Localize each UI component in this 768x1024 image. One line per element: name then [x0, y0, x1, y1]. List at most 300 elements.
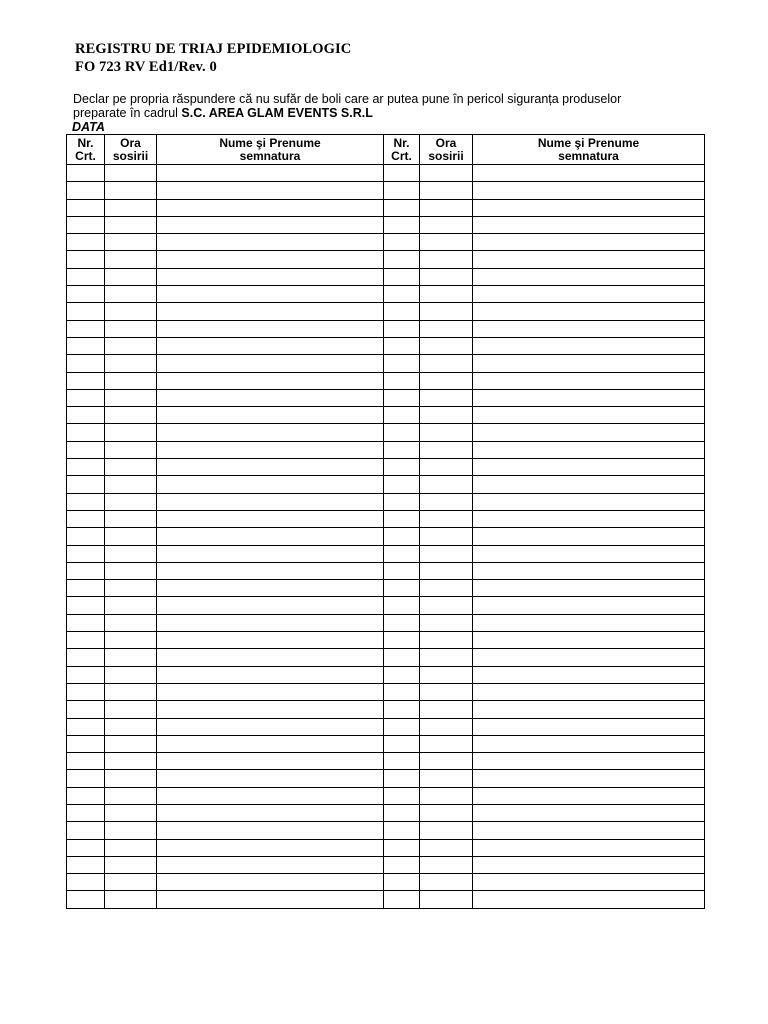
table-cell	[473, 182, 705, 199]
company-name: S.C. AREA GLAM EVENTS S.R.L	[181, 106, 373, 120]
table-row	[67, 459, 705, 476]
table-cell	[384, 407, 420, 424]
table-cell	[384, 891, 420, 908]
table-cell	[420, 839, 473, 856]
table-cell	[384, 545, 420, 562]
table-cell	[67, 303, 105, 320]
table-row	[67, 614, 705, 631]
table-cell	[157, 234, 384, 251]
table-row	[67, 787, 705, 804]
table-cell	[67, 822, 105, 839]
table-cell	[420, 407, 473, 424]
table-cell	[473, 822, 705, 839]
table-cell	[157, 251, 384, 268]
table-cell	[473, 614, 705, 631]
table-cell	[420, 251, 473, 268]
table-cell	[473, 407, 705, 424]
table-row	[67, 165, 705, 182]
table-cell	[420, 718, 473, 735]
table-cell	[420, 666, 473, 683]
table-cell	[473, 459, 705, 476]
table-cell	[67, 355, 105, 372]
table-cell	[157, 199, 384, 216]
table-cell	[105, 528, 157, 545]
table-cell	[105, 891, 157, 908]
table-cell	[157, 770, 384, 787]
table-cell	[384, 337, 420, 354]
table-cell	[384, 770, 420, 787]
table-cell	[384, 372, 420, 389]
table-cell	[67, 389, 105, 406]
table-cell	[384, 580, 420, 597]
table-cell	[67, 165, 105, 182]
table-cell	[157, 718, 384, 735]
table-cell	[157, 286, 384, 303]
table-cell	[67, 753, 105, 770]
table-cell	[420, 372, 473, 389]
table-cell	[105, 407, 157, 424]
table-cell	[473, 753, 705, 770]
table-cell	[473, 770, 705, 787]
table-cell	[105, 787, 157, 804]
table-cell	[67, 580, 105, 597]
table-row	[67, 683, 705, 700]
table-cell	[105, 372, 157, 389]
table-cell	[157, 303, 384, 320]
table-cell	[384, 251, 420, 268]
table-row	[67, 804, 705, 821]
table-cell	[384, 389, 420, 406]
table-cell	[420, 165, 473, 182]
table-cell	[420, 476, 473, 493]
table-cell	[67, 804, 105, 821]
table-cell	[105, 683, 157, 700]
table-cell	[420, 614, 473, 631]
table-cell	[384, 614, 420, 631]
table-cell	[67, 614, 105, 631]
table-row	[67, 510, 705, 527]
table-cell	[105, 182, 157, 199]
table-row	[67, 372, 705, 389]
register-table	[66, 134, 705, 909]
table-cell	[420, 735, 473, 752]
table-cell	[420, 441, 473, 458]
table-cell	[473, 787, 705, 804]
table-cell	[67, 545, 105, 562]
col-nr-crt-right: Nr. Crt.	[384, 135, 420, 165]
table-cell	[67, 459, 105, 476]
table-cell	[67, 856, 105, 873]
table-cell	[157, 874, 384, 891]
table-cell	[473, 389, 705, 406]
table-cell	[473, 199, 705, 216]
table-cell	[157, 355, 384, 372]
table-cell	[67, 234, 105, 251]
table-cell	[105, 580, 157, 597]
table-row	[67, 701, 705, 718]
col-ora-sosirii-right: Ora sosirii	[420, 135, 473, 165]
table-cell	[157, 735, 384, 752]
table-cell	[67, 493, 105, 510]
table-cell	[384, 199, 420, 216]
table-cell	[473, 337, 705, 354]
table-cell	[473, 562, 705, 579]
table-cell	[105, 614, 157, 631]
table-cell	[420, 580, 473, 597]
table-cell	[384, 701, 420, 718]
table-cell	[384, 666, 420, 683]
table-row	[67, 424, 705, 441]
table-cell	[67, 476, 105, 493]
table-cell	[67, 597, 105, 614]
col-nr-crt-left: Nr. Crt.	[67, 135, 105, 165]
table-cell	[105, 822, 157, 839]
table-row	[67, 822, 705, 839]
table-cell	[67, 424, 105, 441]
table-cell	[105, 216, 157, 233]
table-cell	[157, 649, 384, 666]
table-cell	[157, 787, 384, 804]
table-cell	[105, 165, 157, 182]
table-cell	[105, 666, 157, 683]
table-cell	[67, 407, 105, 424]
table-cell	[384, 822, 420, 839]
table-row	[67, 355, 705, 372]
table-cell	[67, 216, 105, 233]
table-cell	[105, 389, 157, 406]
table-row	[67, 234, 705, 251]
table-cell	[157, 839, 384, 856]
table-cell	[473, 441, 705, 458]
table-cell	[420, 182, 473, 199]
table-cell	[157, 804, 384, 821]
table-cell	[384, 182, 420, 199]
table-cell	[105, 804, 157, 821]
table-row	[67, 735, 705, 752]
table-cell	[157, 459, 384, 476]
table-cell	[473, 839, 705, 856]
table-cell	[157, 372, 384, 389]
table-cell	[157, 337, 384, 354]
declaration-line-1: Declar pe propria răspundere că nu sufăr de boli care ar putea pune în pericol siguranța produselor	[73, 92, 622, 106]
table-cell	[384, 165, 420, 182]
table-cell	[473, 251, 705, 268]
table-cell	[420, 355, 473, 372]
table-cell	[157, 614, 384, 631]
table-cell	[384, 874, 420, 891]
table-row	[67, 580, 705, 597]
table-cell	[473, 510, 705, 527]
table-cell	[157, 666, 384, 683]
table-cell	[473, 804, 705, 821]
col-nume-prenume-left: Nume şi Prenume semnatura	[157, 135, 384, 165]
table-cell	[384, 597, 420, 614]
table-row	[67, 251, 705, 268]
table-cell	[157, 597, 384, 614]
col-nume-prenume-right: Nume şi Prenume semnatura	[473, 135, 705, 165]
table-cell	[384, 268, 420, 285]
table-cell	[67, 528, 105, 545]
table-row	[67, 839, 705, 856]
table-cell	[105, 735, 157, 752]
table-cell	[157, 580, 384, 597]
table-cell	[384, 355, 420, 372]
table-cell	[105, 424, 157, 441]
table-cell	[420, 770, 473, 787]
table-row	[67, 770, 705, 787]
table-cell	[67, 632, 105, 649]
table-cell	[67, 770, 105, 787]
table-cell	[105, 874, 157, 891]
table-row	[67, 337, 705, 354]
form-code: FO 723 RV Ed1/Rev. 0	[75, 59, 217, 75]
table-cell	[384, 718, 420, 735]
table-cell	[384, 234, 420, 251]
table-cell	[67, 182, 105, 199]
table-cell	[420, 320, 473, 337]
document-title: REGISTRU DE TRIAJ EPIDEMIOLOGIC	[75, 41, 352, 57]
table-cell	[384, 804, 420, 821]
table-cell	[105, 268, 157, 285]
table-cell	[384, 303, 420, 320]
table-cell	[157, 632, 384, 649]
table-cell	[384, 510, 420, 527]
table-row	[67, 476, 705, 493]
table-cell	[473, 856, 705, 873]
declaration-line-2	[73, 106, 373, 120]
table-cell	[473, 874, 705, 891]
table-cell	[105, 320, 157, 337]
table-cell	[420, 649, 473, 666]
table-cell	[420, 424, 473, 441]
table-cell	[473, 649, 705, 666]
table-cell	[157, 182, 384, 199]
table-cell	[157, 493, 384, 510]
table-cell	[473, 286, 705, 303]
table-cell	[105, 510, 157, 527]
table-header-row	[67, 135, 705, 165]
table-cell	[105, 718, 157, 735]
table-cell	[105, 839, 157, 856]
table-cell	[473, 891, 705, 908]
table-cell	[420, 562, 473, 579]
table-cell	[384, 839, 420, 856]
table-cell	[67, 735, 105, 752]
table-row	[67, 407, 705, 424]
table-row	[67, 666, 705, 683]
table-cell	[105, 251, 157, 268]
table-cell	[105, 701, 157, 718]
table-cell	[473, 683, 705, 700]
table-cell	[157, 389, 384, 406]
table-cell	[105, 476, 157, 493]
table-row	[67, 597, 705, 614]
table-cell	[420, 856, 473, 873]
table-cell	[473, 528, 705, 545]
table-cell	[420, 234, 473, 251]
table-cell	[67, 787, 105, 804]
table-row	[67, 268, 705, 285]
table-cell	[473, 424, 705, 441]
table-row	[67, 562, 705, 579]
table-cell	[157, 856, 384, 873]
table-cell	[157, 407, 384, 424]
table-cell	[384, 476, 420, 493]
table-cell	[420, 199, 473, 216]
table-row	[67, 441, 705, 458]
table-cell	[420, 597, 473, 614]
table-cell	[420, 874, 473, 891]
table-cell	[105, 355, 157, 372]
table-cell	[105, 459, 157, 476]
table-cell	[157, 268, 384, 285]
table-cell	[157, 701, 384, 718]
table-cell	[105, 562, 157, 579]
table-cell	[420, 459, 473, 476]
table-cell	[105, 545, 157, 562]
table-cell	[420, 493, 473, 510]
table-cell	[420, 632, 473, 649]
table-cell	[67, 839, 105, 856]
table-cell	[157, 165, 384, 182]
table-cell	[67, 718, 105, 735]
table-cell	[157, 822, 384, 839]
table-cell	[384, 459, 420, 476]
table-cell	[384, 562, 420, 579]
table-cell	[473, 372, 705, 389]
table-cell	[67, 251, 105, 268]
table-cell	[420, 268, 473, 285]
table-cell	[67, 337, 105, 354]
table-cell	[473, 268, 705, 285]
table-cell	[473, 666, 705, 683]
table-cell	[157, 562, 384, 579]
table-cell	[105, 441, 157, 458]
table-cell	[420, 545, 473, 562]
table-cell	[105, 337, 157, 354]
table-cell	[105, 199, 157, 216]
table-cell	[67, 683, 105, 700]
table-cell	[473, 701, 705, 718]
table-row	[67, 632, 705, 649]
table-cell	[420, 753, 473, 770]
table-cell	[67, 666, 105, 683]
table-cell	[473, 545, 705, 562]
table-row	[67, 286, 705, 303]
table-cell	[157, 476, 384, 493]
table-row	[67, 528, 705, 545]
table-cell	[384, 683, 420, 700]
table-cell	[473, 303, 705, 320]
table-row	[67, 649, 705, 666]
table-cell	[384, 856, 420, 873]
table-row	[67, 545, 705, 562]
table-row	[67, 753, 705, 770]
table-cell	[157, 683, 384, 700]
table-cell	[420, 510, 473, 527]
table-cell	[473, 735, 705, 752]
table-cell	[105, 649, 157, 666]
table-cell	[384, 649, 420, 666]
table-cell	[105, 753, 157, 770]
table-cell	[420, 804, 473, 821]
table-cell	[420, 303, 473, 320]
table-cell	[67, 372, 105, 389]
table-cell	[420, 822, 473, 839]
table-cell	[384, 441, 420, 458]
table-row	[67, 493, 705, 510]
table-cell	[67, 286, 105, 303]
table-cell	[473, 476, 705, 493]
table-cell	[473, 493, 705, 510]
table-cell	[384, 286, 420, 303]
table-cell	[420, 389, 473, 406]
table-cell	[420, 528, 473, 545]
table-row	[67, 320, 705, 337]
table-cell	[157, 441, 384, 458]
table-cell	[473, 320, 705, 337]
table-cell	[67, 199, 105, 216]
table-cell	[473, 632, 705, 649]
table-cell	[157, 528, 384, 545]
table-row	[67, 891, 705, 908]
table-cell	[67, 891, 105, 908]
table-cell	[157, 545, 384, 562]
table-cell	[105, 303, 157, 320]
table-cell	[384, 424, 420, 441]
table-cell	[67, 874, 105, 891]
table-cell	[67, 268, 105, 285]
table-cell	[67, 649, 105, 666]
table-cell	[105, 856, 157, 873]
table-cell	[157, 216, 384, 233]
table-cell	[384, 735, 420, 752]
table-cell	[157, 891, 384, 908]
table-cell	[384, 320, 420, 337]
table-cell	[105, 234, 157, 251]
table-cell	[105, 493, 157, 510]
table-cell	[157, 424, 384, 441]
table-cell	[420, 701, 473, 718]
table-cell	[105, 597, 157, 614]
table-cell	[420, 286, 473, 303]
table-cell	[384, 753, 420, 770]
table-cell	[384, 216, 420, 233]
table-cell	[157, 320, 384, 337]
table-cell	[157, 510, 384, 527]
date-label: DATA	[72, 120, 105, 134]
table-cell	[67, 320, 105, 337]
table-cell	[473, 580, 705, 597]
table-cell	[67, 510, 105, 527]
register-rows	[67, 165, 705, 909]
table-cell	[384, 787, 420, 804]
table-cell	[105, 770, 157, 787]
table-row	[67, 718, 705, 735]
table-cell	[384, 632, 420, 649]
table-cell	[420, 216, 473, 233]
table-cell	[67, 701, 105, 718]
table-cell	[420, 337, 473, 354]
table-cell	[473, 597, 705, 614]
table-cell	[473, 234, 705, 251]
table-cell	[473, 216, 705, 233]
table-cell	[473, 718, 705, 735]
table-cell	[384, 493, 420, 510]
table-cell	[105, 286, 157, 303]
col-ora-sosirii-left: Ora sosirii	[105, 135, 157, 165]
table-row	[67, 199, 705, 216]
